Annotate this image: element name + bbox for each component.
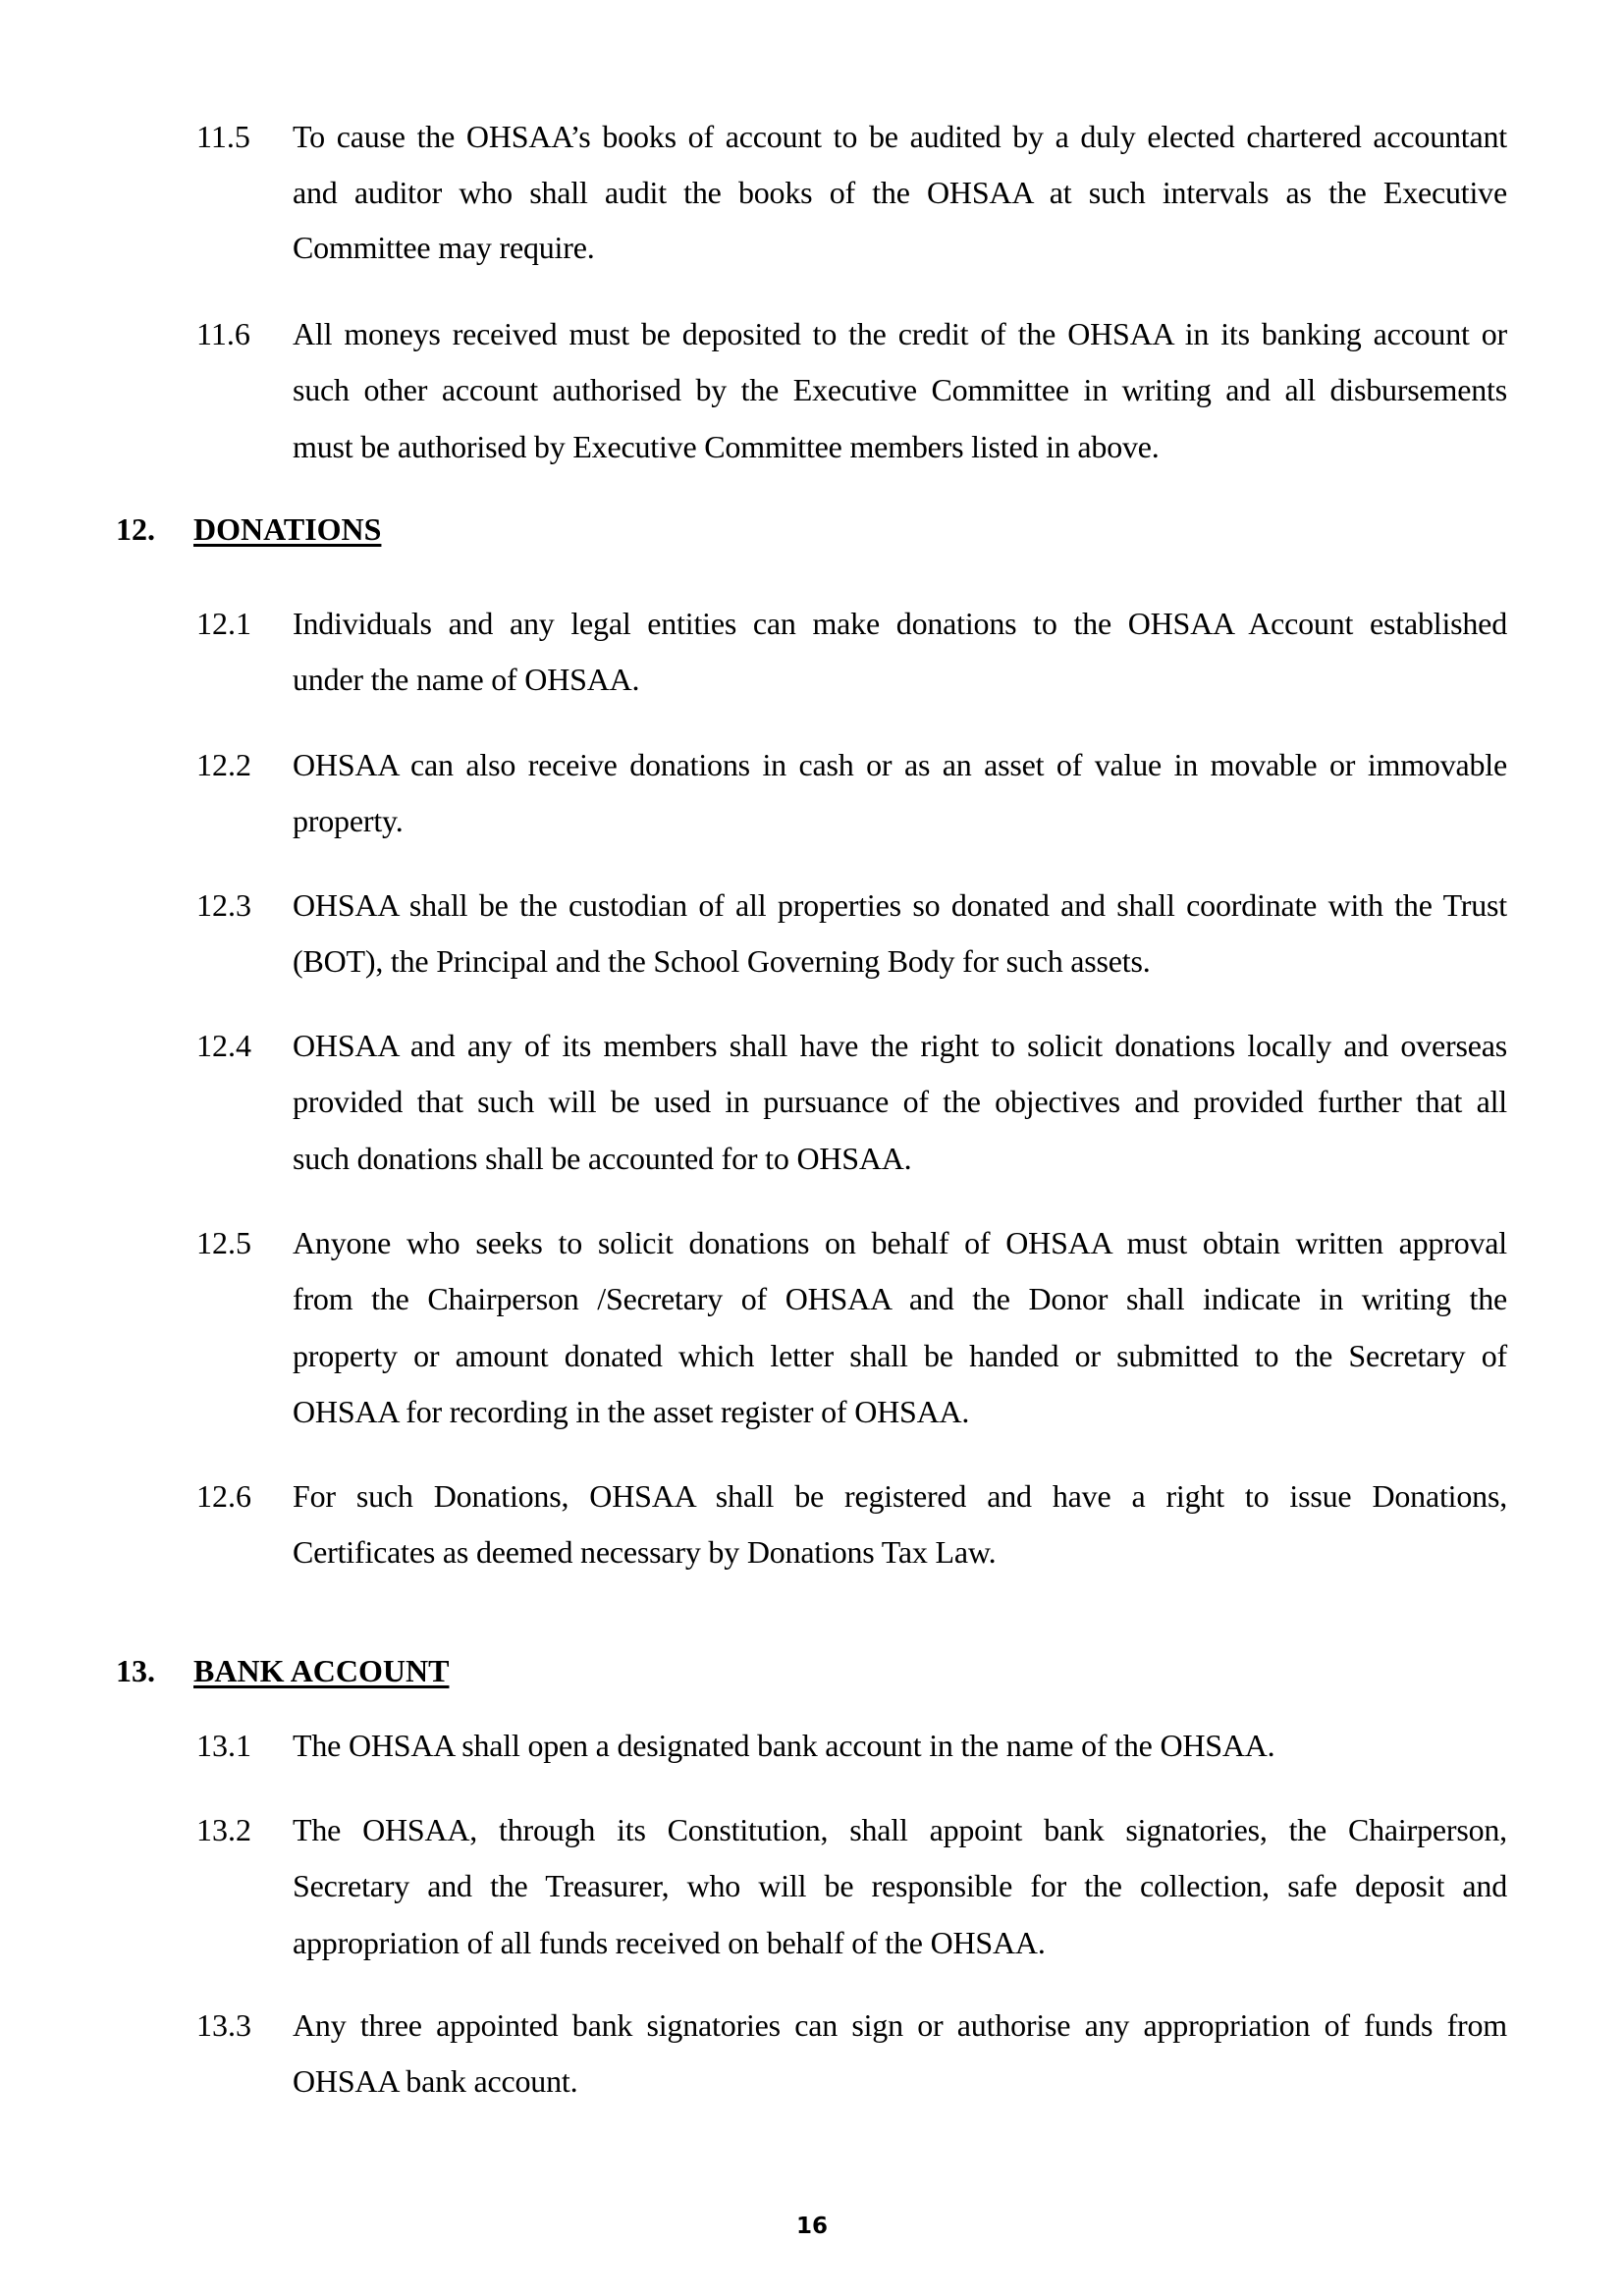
clause-number-12-2: 12.2 bbox=[196, 747, 251, 782]
clause-12-1-line-2: under the name of OHSAA. bbox=[293, 662, 640, 697]
clause-12-2-line-2: property. bbox=[293, 803, 404, 838]
clause-11-6-line-1: All moneys received must be deposited to the credit of the OHSAA in its banking account or bbox=[293, 316, 1507, 351]
clause-12-1-line-1: Individuals and any legal entities can make donations to the OHSAA Account established bbox=[293, 606, 1507, 641]
section-12-title: DONATIONS bbox=[193, 511, 382, 547]
clause-number-13-3: 13.3 bbox=[196, 2007, 251, 2043]
clause-number-11-5: 11.5 bbox=[196, 119, 250, 154]
page-number: 16 bbox=[795, 2214, 828, 2239]
clause-12-6-line-1: For such Donations, OHSAA shall be registered and have a right to issue Donations, bbox=[293, 1478, 1507, 1514]
clause-13-3-line-1: Any three appointed bank signatories can sign or authorise any appropriation of funds from bbox=[293, 2007, 1507, 2043]
clause-13-3-line-2: OHSAA bank account. bbox=[293, 2063, 578, 2099]
clause-number-12-6: 12.6 bbox=[196, 1478, 251, 1514]
clause-number-13-1: 13.1 bbox=[196, 1728, 251, 1763]
clause-12-4-line-3: such donations shall be accounted for to OHSAA. bbox=[293, 1141, 912, 1176]
clause-number-11-6: 11.6 bbox=[196, 316, 250, 351]
clause-12-4-line-1: OHSAA and any of its members shall have the right to solicit donations locally and overseas bbox=[293, 1028, 1507, 1063]
clause-number-12-4: 12.4 bbox=[196, 1028, 251, 1063]
clause-11-5-line-1: To cause the OHSAA’s books of account to be audited by a duly elected chartered accountant bbox=[293, 119, 1507, 154]
clause-12-5-line-3: property or amount donated which letter shall be handed or submitted to the Secretary of bbox=[293, 1338, 1507, 1373]
clause-12-5-line-4: OHSAA for recording in the asset register of OHSAA. bbox=[293, 1394, 970, 1429]
clause-number-12-3: 12.3 bbox=[196, 887, 251, 923]
clause-number-12-5: 12.5 bbox=[196, 1225, 251, 1260]
clause-12-2-line-1: OHSAA can also receive donations in cash or as an asset of value in movable or immovable bbox=[293, 747, 1507, 782]
clause-12-3-line-1: OHSAA shall be the custodian of all properties so donated and shall coordinate with the Trust bbox=[293, 887, 1507, 923]
clause-13-2-line-2: Secretary and the Treasurer, who will be responsible for the collection, safe deposit and bbox=[293, 1868, 1507, 1903]
clause-12-3-line-2: (BOT), the Principal and the School Governing Body for such assets. bbox=[293, 943, 1151, 979]
clause-13-1-line-1: The OHSAA shall open a designated bank account in the name of the OHSAA. bbox=[293, 1728, 1275, 1763]
clause-11-6-line-3: must be authorised by Executive Committee members listed in above. bbox=[293, 429, 1160, 464]
clause-number-13-2: 13.2 bbox=[196, 1812, 251, 1847]
clause-12-5-line-2: from the Chairperson /Secretary of OHSAA and the Donor shall indicate in writing the bbox=[293, 1281, 1507, 1316]
clause-12-6-line-2: Certificates as deemed necessary by Donations Tax Law. bbox=[293, 1534, 997, 1570]
clause-13-2-line-3: appropriation of all funds received on behalf of the OHSAA. bbox=[293, 1925, 1046, 1960]
clause-11-6-line-2: such other account authorised by the Executive Committee in writing and all disbursements bbox=[293, 372, 1507, 407]
section-13-number: 13. bbox=[116, 1653, 155, 1688]
clause-number-12-1: 12.1 bbox=[196, 606, 251, 641]
clause-12-5-line-1: Anyone who seeks to solicit donations on behalf of OHSAA must obtain written approval bbox=[293, 1225, 1507, 1260]
clause-11-5-line-3: Committee may require. bbox=[293, 230, 595, 265]
clause-11-5-line-2: and auditor who shall audit the books of the OHSAA at such intervals as the Executive bbox=[293, 175, 1507, 210]
section-12-number: 12. bbox=[116, 511, 155, 547]
clause-13-2-line-1: The OHSAA, through its Constitution, shall appoint bank signatories, the Chairperson, bbox=[293, 1812, 1507, 1847]
section-13-title: BANK ACCOUNT bbox=[193, 1653, 450, 1688]
clause-12-4-line-2: provided that such will be used in pursuance of the objectives and provided further that all bbox=[293, 1084, 1507, 1119]
